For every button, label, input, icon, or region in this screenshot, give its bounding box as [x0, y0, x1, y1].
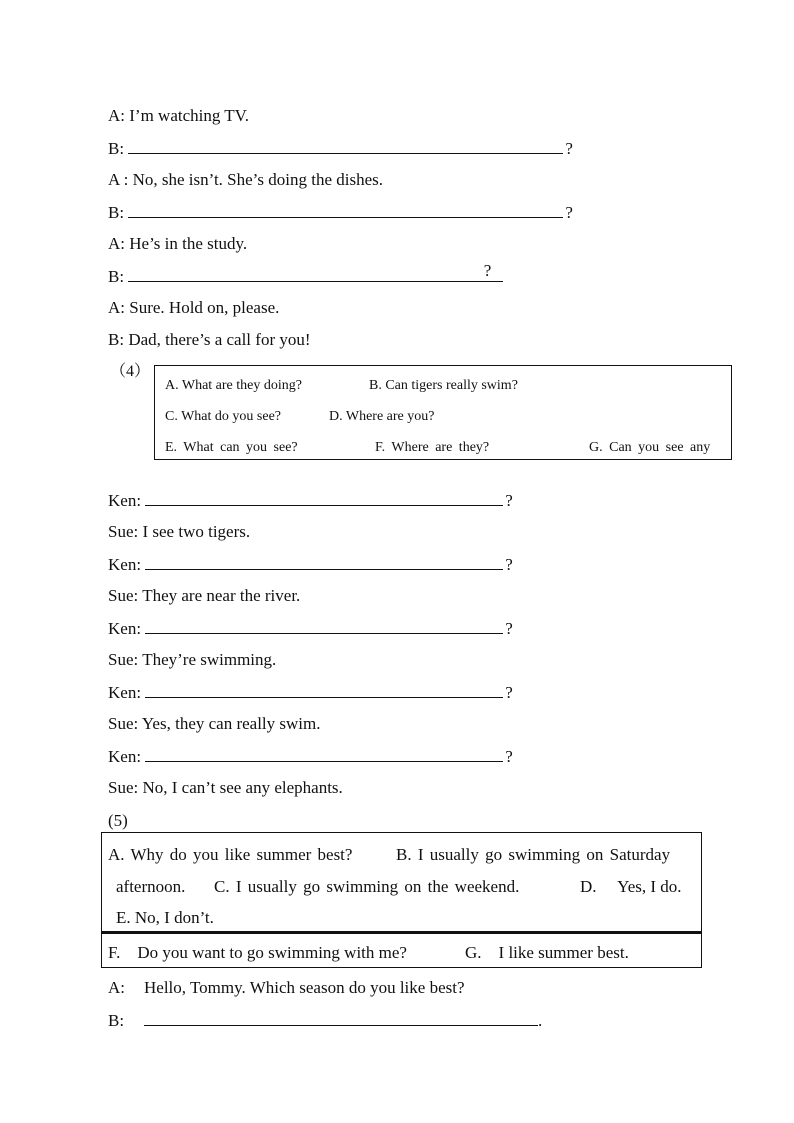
speaker: Sue:	[108, 714, 139, 733]
dialog-line	[108, 138, 573, 159]
dialog-line	[108, 170, 383, 190]
answer-blank[interactable]	[128, 138, 563, 154]
speaker: Ken:	[108, 491, 142, 510]
dialog-line	[108, 586, 300, 606]
section-5-options-box	[101, 832, 702, 932]
option-a: A. What are they doing?	[165, 378, 302, 393]
dialog-line	[108, 490, 513, 511]
answer-blank[interactable]	[144, 1010, 538, 1026]
line-text: I’m watching TV.	[129, 106, 250, 125]
dialog-line	[108, 298, 279, 318]
speaker: B:	[108, 330, 125, 349]
dialog-line	[108, 618, 513, 639]
speaker: Ken:	[108, 555, 142, 574]
option-e: E. What can you see?	[165, 440, 298, 455]
line-text: They’re swimming.	[142, 650, 277, 669]
speaker: Sue:	[108, 586, 139, 605]
option-e: E. No, I don’t.	[116, 908, 214, 927]
line-end: ?	[505, 683, 513, 702]
dialog-line	[108, 746, 513, 767]
option-d: D. Yes, I do.	[580, 877, 682, 896]
speaker: A:	[108, 234, 125, 253]
dialog-line	[108, 106, 249, 126]
line-text: Dad, there’s a call for you!	[128, 330, 311, 349]
line-end: ?	[505, 555, 513, 574]
line-text: No, she isn’t. She’s doing the dishes.	[132, 170, 383, 189]
line-text: No, I can’t see any elephants.	[142, 778, 343, 797]
answer-blank[interactable]	[145, 618, 503, 634]
speaker: A:	[108, 298, 125, 317]
option-f: F. Where are they?	[375, 440, 490, 455]
dialog-line	[108, 1010, 542, 1031]
line-text: They are near the river.	[142, 586, 301, 605]
speaker: Sue:	[108, 650, 139, 669]
answer-blank[interactable]	[128, 261, 503, 282]
section-5-label: (5)	[108, 811, 128, 830]
option-d: D. Where are you?	[329, 409, 435, 424]
answer-blank[interactable]	[145, 490, 503, 506]
line-text: Sure. Hold on, please.	[129, 298, 280, 317]
line-end: ?	[505, 747, 513, 766]
section-4-options-box	[154, 365, 732, 460]
option-g: G. I like summer best.	[465, 943, 629, 962]
dialog-line	[108, 522, 250, 542]
dialog-line	[108, 650, 276, 670]
option-b-continued: afternoon.	[116, 877, 186, 896]
dialog-line	[108, 234, 247, 254]
speaker: Ken:	[108, 747, 142, 766]
speaker: Ken:	[108, 683, 142, 702]
line-end: ?	[505, 491, 513, 510]
speaker: Ken:	[108, 619, 142, 638]
line-end: ?	[565, 139, 573, 158]
dialog-line	[108, 261, 503, 287]
option-g: G. Can you see any	[589, 440, 711, 455]
answer-blank[interactable]	[145, 554, 503, 570]
dialog-line	[108, 714, 321, 734]
dialog-line	[108, 554, 513, 575]
answer-blank[interactable]	[145, 682, 503, 698]
option-a: A. Why do you like summer best?	[108, 845, 353, 864]
speaker: Sue:	[108, 522, 139, 541]
dialog-line	[108, 202, 573, 223]
option-c: C. What do you see?	[165, 409, 281, 424]
dialog-line	[108, 330, 311, 350]
speaker: B:	[108, 139, 125, 158]
speaker: Sue:	[108, 778, 139, 797]
line-end: .	[538, 1011, 543, 1030]
speaker: A:	[108, 106, 125, 125]
line-end: ?	[483, 261, 492, 280]
speaker: B:	[108, 1011, 125, 1030]
speaker: B:	[108, 203, 125, 222]
dialog-line	[108, 978, 465, 998]
dialog-line	[108, 682, 513, 703]
speaker: B:	[108, 267, 125, 286]
speaker: A:	[108, 978, 125, 997]
dialog-line	[108, 778, 343, 798]
option-b: B. Can tigers really swim?	[369, 378, 518, 393]
line-text: Hello, Tommy. Which season do you like best?	[144, 978, 465, 997]
line-text: I see two tigers.	[142, 522, 251, 541]
section-4-label: （4）	[110, 363, 151, 380]
answer-blank[interactable]	[128, 202, 563, 218]
speaker: A :	[108, 170, 129, 189]
line-end: ?	[565, 203, 573, 222]
line-text: He’s in the study.	[129, 234, 248, 253]
answer-blank[interactable]	[145, 746, 503, 762]
line-end: ?	[505, 619, 513, 638]
option-f: F. Do you want to go swimming with me?	[108, 943, 407, 962]
line-text: Yes, they can really swim.	[141, 714, 321, 733]
option-b: B. I usually go swimming on Saturday	[396, 845, 671, 864]
option-c: C. I usually go swimming on the weekend.	[214, 877, 520, 896]
section-5-options-box-extra	[101, 932, 702, 968]
